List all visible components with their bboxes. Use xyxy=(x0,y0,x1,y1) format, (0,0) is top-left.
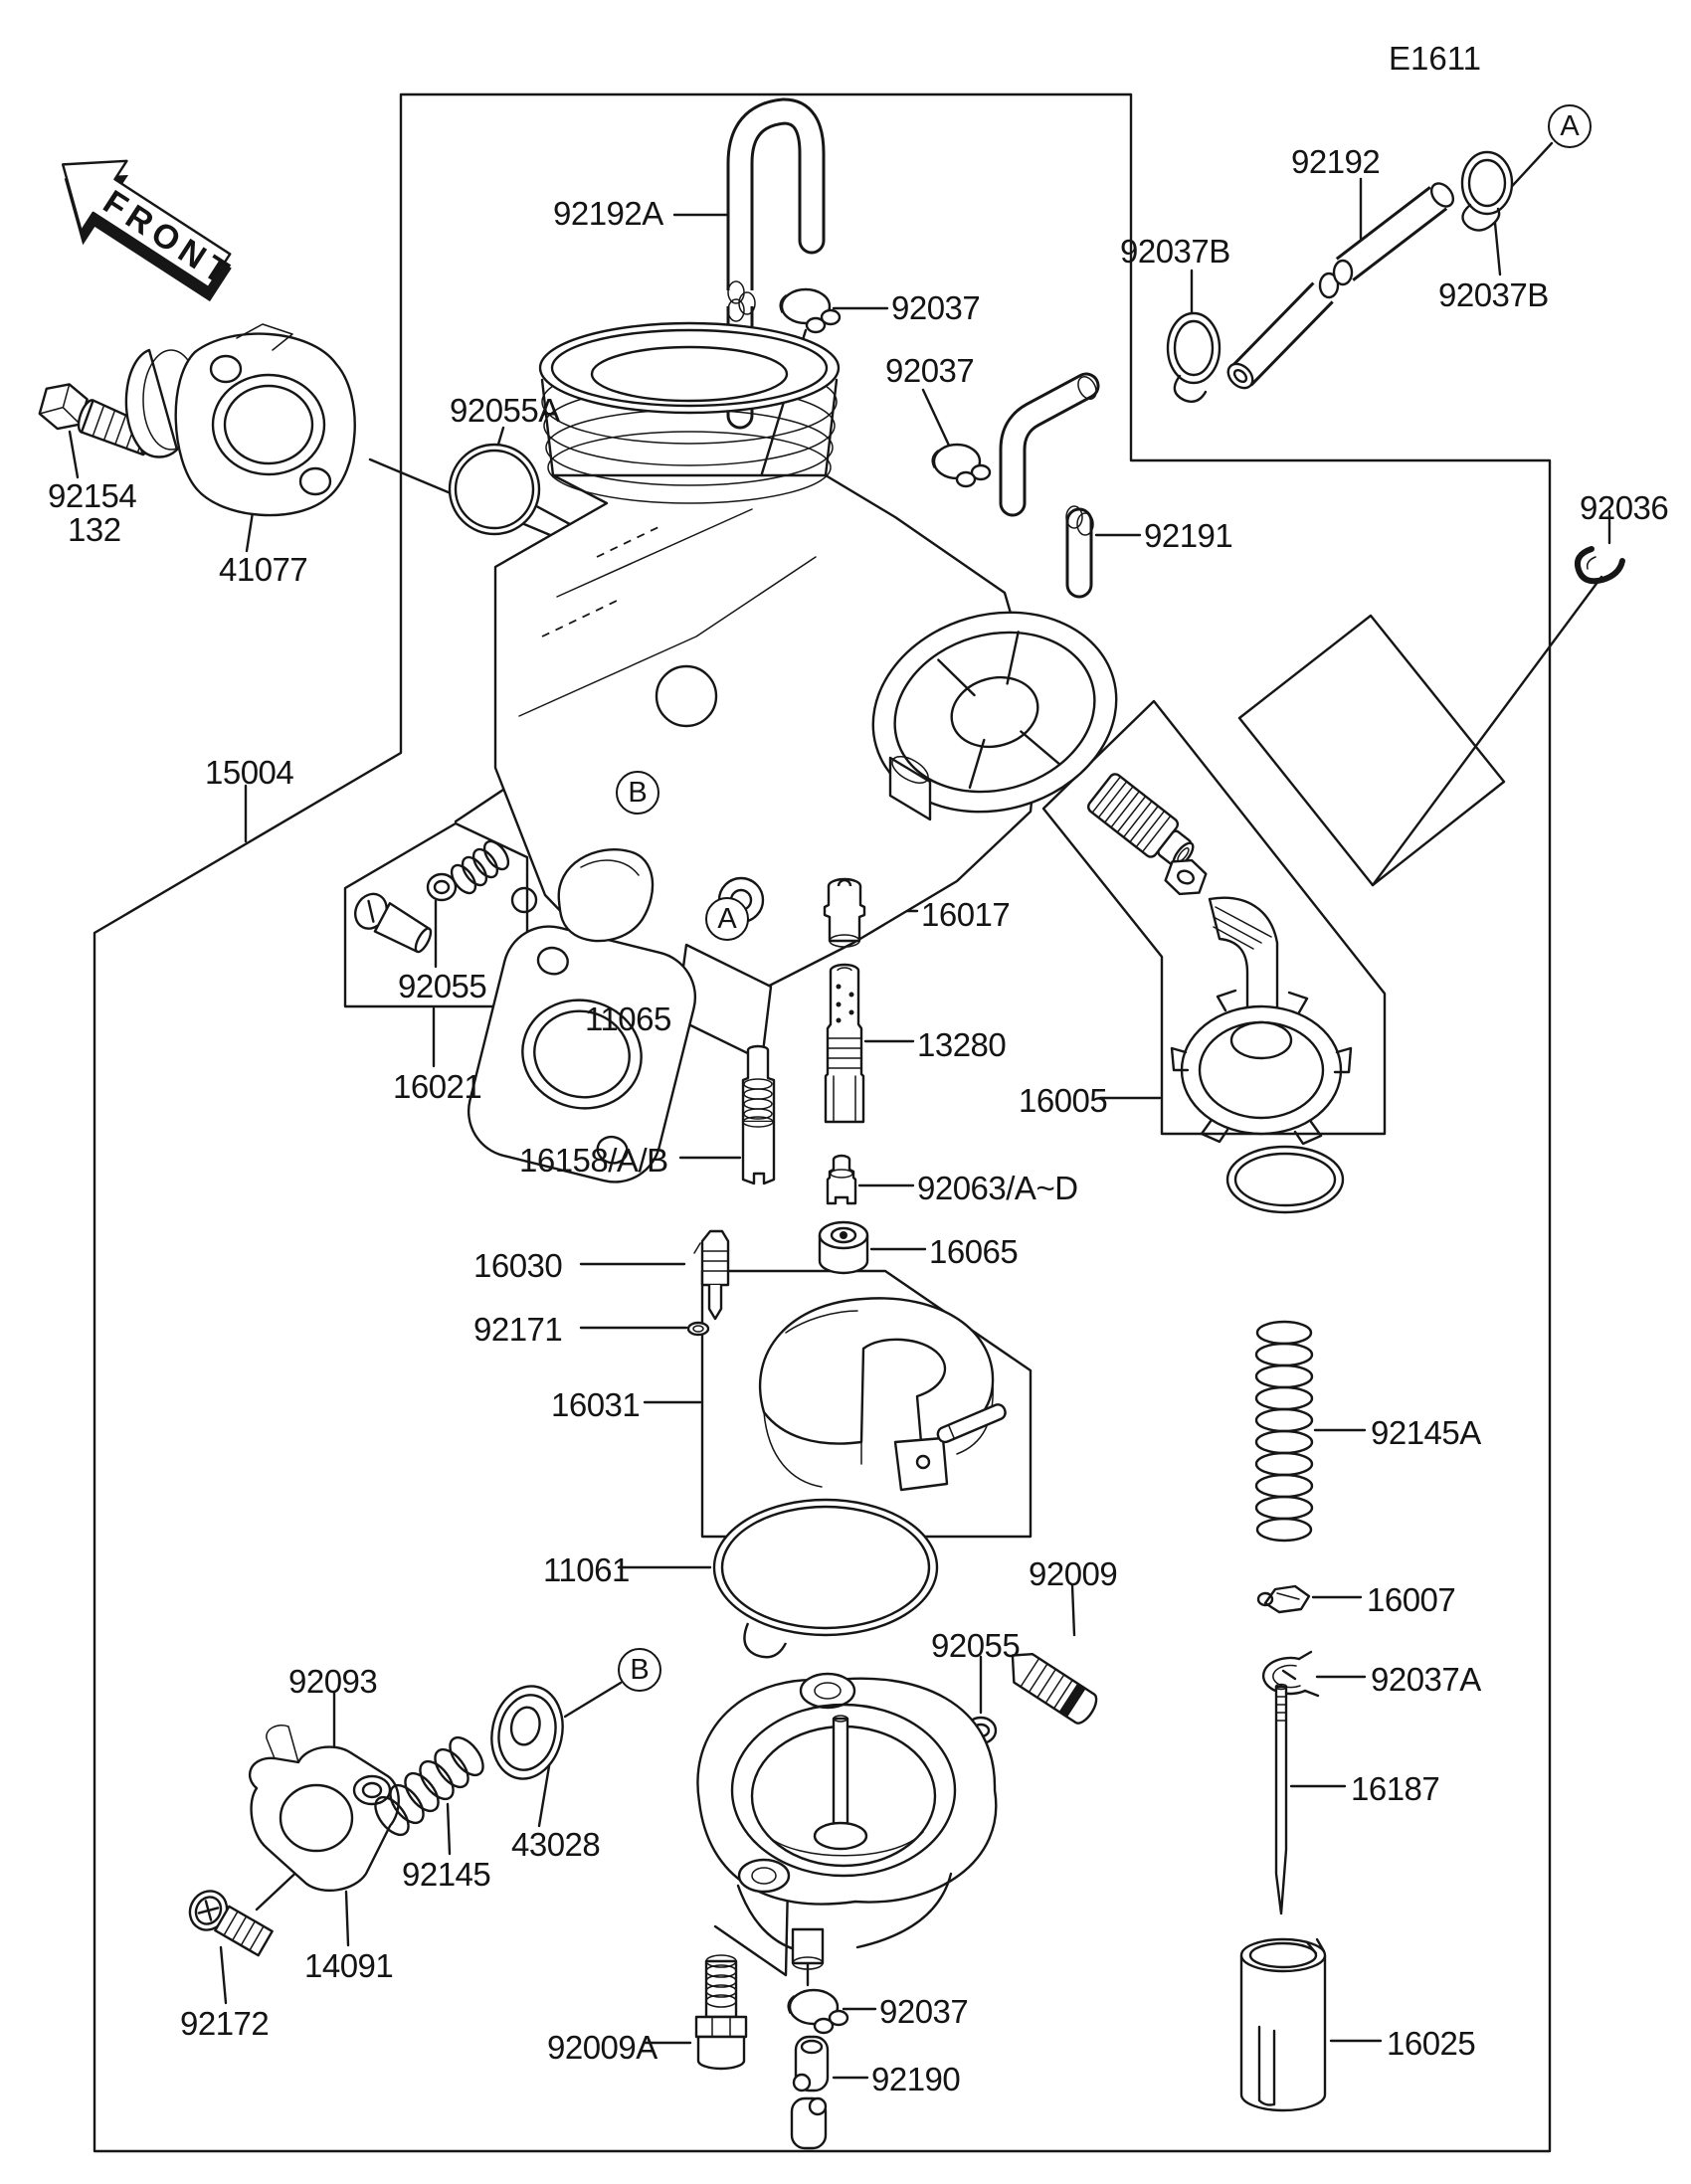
o-ring-92055a-drawing xyxy=(450,445,539,534)
part-label-16007: 16007 xyxy=(1367,1581,1456,1618)
part-label-16030: 16030 xyxy=(473,1247,563,1284)
part-label-92145: 92145 xyxy=(402,1856,491,1893)
part-label-13280: 13280 xyxy=(917,1026,1007,1063)
part-label-41077: 41077 xyxy=(219,551,308,588)
spring-92145a-drawing xyxy=(1256,1322,1312,1541)
choke-assembly-16005-drawing xyxy=(1086,772,1351,1212)
flange-41077-drawing xyxy=(126,324,355,515)
part-label-92154: 92154 xyxy=(48,477,137,514)
carburetor-body-drawing xyxy=(459,323,1140,1191)
pin-92171-drawing xyxy=(688,1323,708,1335)
part-label-16158: 16158/A/B xyxy=(519,1142,668,1179)
part-label-16025: 16025 xyxy=(1387,2025,1476,2062)
part-label-92145a: 92145A xyxy=(1371,1414,1481,1451)
hose-clamp-92037-middle xyxy=(932,445,990,486)
part-label-16065: 16065 xyxy=(929,1233,1019,1270)
ref-circle-b-3: B xyxy=(618,1648,661,1692)
jet-92063-drawing xyxy=(828,1156,855,1203)
part-label-11061: 11061 xyxy=(543,1551,630,1588)
part-label-92191: 92191 xyxy=(1144,517,1233,554)
part-label-92009a: 92009A xyxy=(547,2029,658,2066)
gasket-11061-drawing xyxy=(714,1500,937,1657)
part-label-92171: 92171 xyxy=(473,1311,563,1348)
jet-needle-16187-drawing xyxy=(1276,1685,1287,1914)
page-code: E1611 xyxy=(1389,40,1481,77)
hose-clamp-92037b-right xyxy=(1462,152,1512,231)
part-label-92037-middle: 92037 xyxy=(885,352,975,389)
screw-92009a-drawing xyxy=(696,1955,746,2069)
part-label-11065: 11065 xyxy=(585,1001,671,1037)
float-16031-drawing xyxy=(760,1298,1008,1490)
hose-clamp-92037-bottom xyxy=(788,1990,847,2033)
nut-16065-drawing xyxy=(820,1222,867,1273)
part-label-92037a: 92037A xyxy=(1371,1661,1481,1698)
part-label-92093: 92093 xyxy=(288,1663,378,1700)
part-label-92037-top: 92037 xyxy=(891,289,981,326)
part-label-92063: 92063/A~D xyxy=(917,1170,1078,1206)
part-label-16187: 16187 xyxy=(1351,1770,1440,1807)
screw-16158-drawing xyxy=(743,1046,774,1183)
part-label-16005: 16005 xyxy=(1019,1082,1108,1119)
part-label-92009: 92009 xyxy=(1029,1555,1118,1592)
part-label-92036: 92036 xyxy=(1580,489,1669,526)
e-ring-92037a-drawing xyxy=(1263,1652,1318,1696)
ref-circle-a-0: A xyxy=(1548,104,1592,148)
part-label-92037b-right: 92037B xyxy=(1438,276,1549,313)
clip-16007-drawing xyxy=(1258,1586,1309,1612)
part-label-43028: 43028 xyxy=(511,1826,601,1863)
sleeve-16025-drawing xyxy=(1241,1939,1325,2110)
part-label-14091: 14091 xyxy=(304,1947,394,1984)
part-label-15004: 15004 xyxy=(205,754,294,791)
front-arrow xyxy=(32,133,253,322)
needle-valve-16030-drawing xyxy=(694,1231,728,1319)
part-label-92192a: 92192A xyxy=(553,195,663,232)
part-label-16017: 16017 xyxy=(921,896,1011,933)
part-label-16031: 16031 xyxy=(551,1386,641,1423)
part-label-92055-box: 92055 xyxy=(398,968,487,1004)
part-label-92055-bottom: 92055 xyxy=(931,1627,1021,1664)
ref-circle-a-2: A xyxy=(705,897,749,941)
breather-tube-92192-drawing xyxy=(1223,179,1457,393)
box-16005-back xyxy=(1239,616,1504,885)
part-label-132: 132 xyxy=(68,511,121,548)
fuel-hose-92191-drawing xyxy=(1013,374,1100,585)
diaphragm-43028-drawing xyxy=(483,1680,571,1785)
jet-16017-drawing xyxy=(825,879,864,947)
part-label-92037-bottom: 92037 xyxy=(879,1993,969,2030)
part-label-16021: 16021 xyxy=(393,1068,482,1105)
tube-92190-drawing xyxy=(792,2037,828,2148)
part-label-92192: 92192 xyxy=(1291,143,1381,180)
ref-circle-b-1: B xyxy=(616,771,659,815)
screw-92172-drawing xyxy=(183,1885,276,1961)
pilot-screw-set-drawing xyxy=(349,837,512,958)
hose-clamp-92037b-left xyxy=(1168,313,1220,402)
front-arrow-label: FRONT xyxy=(96,183,241,295)
part-label-92172: 92172 xyxy=(180,2005,270,2042)
part-label-92190: 92190 xyxy=(871,2061,961,2097)
part-label-92037b-left: 92037B xyxy=(1120,233,1230,270)
part-label-92055a: 92055A xyxy=(450,392,560,429)
jet-13280-drawing xyxy=(826,965,863,1122)
hose-clamp-92037-top xyxy=(780,289,840,332)
clip-92036-drawing xyxy=(1578,549,1622,581)
float-bowl-drawing xyxy=(697,1674,996,1969)
